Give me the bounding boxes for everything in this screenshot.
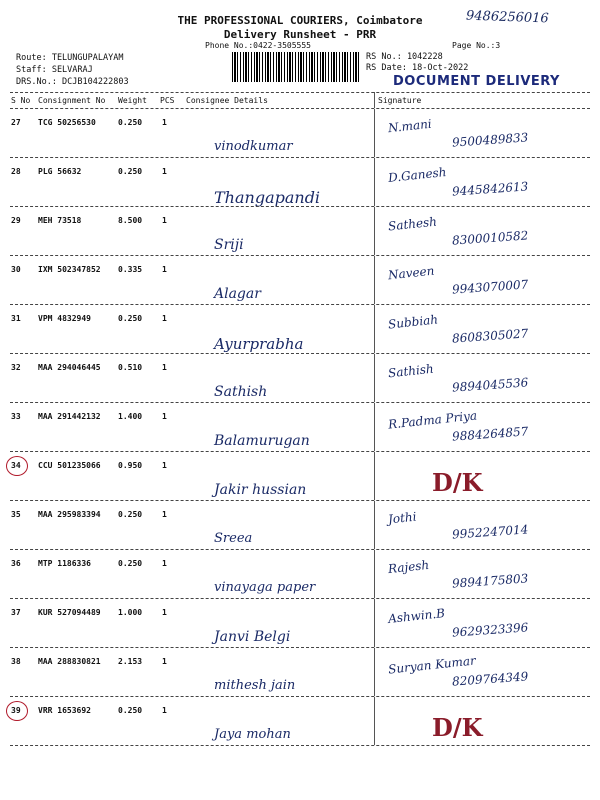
row-signature-phone: 9500489833 — [451, 130, 529, 150]
row-signature: Naveen — [387, 263, 435, 283]
row-pcs: 1 — [162, 314, 167, 323]
rs-number: RS No.: 1042228 — [366, 52, 443, 62]
drs-number: DRS.No.: DCJB104222803 — [16, 77, 129, 87]
row-consignee-name: Jakir hussian — [214, 482, 307, 498]
row-pcs: 1 — [162, 559, 167, 568]
runsheet-title: Delivery Runsheet - PRR — [223, 28, 377, 41]
row-signature-phone: 8209764349 — [451, 669, 529, 689]
signature-col-divider — [374, 697, 375, 745]
row-pcs: 1 — [162, 510, 167, 519]
row-consignment-no: VPM 4832949 — [38, 314, 91, 323]
row-separator — [10, 255, 590, 256]
row-weight: 0.250 — [118, 314, 143, 323]
row-consignment-no: PLG 56632 — [38, 167, 82, 176]
row-consignee-name: Jaya mohan — [214, 727, 291, 742]
row-weight: 1.400 — [118, 412, 143, 421]
row-signature-phone: 9629323396 — [451, 620, 529, 640]
row-consignment-no: MAA 294046445 — [38, 363, 101, 372]
col-pcs: PCS — [160, 96, 175, 105]
row-sno: 31 — [11, 314, 21, 323]
route-label: Route: TELUNGUPALAYAM — [16, 53, 124, 63]
row-signature-phone: 9943070007 — [451, 277, 529, 297]
row-consignment-no: MAA 291442132 — [38, 412, 101, 421]
row-sno: 29 — [11, 216, 21, 225]
row-consignee-name: Ayurprabha — [214, 335, 304, 353]
col-consignee: Consignee Details — [186, 96, 268, 105]
row-signature: Subbiah — [387, 312, 439, 332]
row-sno: 27 — [11, 118, 21, 127]
row-circle-mark — [6, 456, 28, 476]
row-pcs: 1 — [162, 265, 167, 274]
row-sno: 33 — [11, 412, 21, 421]
row-pcs: 1 — [162, 216, 167, 225]
row-separator — [10, 500, 590, 501]
row-signature-phone: 9894045536 — [451, 375, 529, 395]
row-pcs: 1 — [162, 608, 167, 617]
signature-col-divider — [374, 501, 375, 549]
row-consignment-no: VRR 1653692 — [38, 706, 91, 715]
row-signature: Jothi — [387, 509, 418, 527]
company-title: THE PROFESSIONAL COURIERS, Coimbatore — [177, 14, 423, 27]
row-consignee-name: Sreea — [214, 531, 253, 546]
row-consignee-name: vinodkumar — [214, 139, 293, 154]
row-separator — [10, 157, 590, 158]
signature-col-divider — [374, 599, 375, 647]
staff-label: Staff: SELVARAJ — [16, 65, 93, 75]
row-signature-phone: 9894175803 — [451, 571, 529, 591]
header-top-rule — [10, 92, 590, 93]
row-weight: 0.250 — [118, 118, 143, 127]
row-weight: 2.153 — [118, 657, 143, 666]
signature-col-divider — [374, 452, 375, 500]
row-pcs: 1 — [162, 167, 167, 176]
page-number: Page No.:3 — [452, 41, 501, 50]
row-pcs: 1 — [162, 706, 167, 715]
signature-col-divider — [374, 109, 375, 157]
col-weight: Weight — [118, 96, 147, 105]
signature-col-divider — [374, 354, 375, 402]
row-signature: D/K — [432, 468, 483, 497]
row-sno: 28 — [11, 167, 21, 176]
row-weight: 0.510 — [118, 363, 143, 372]
row-sno: 34 — [11, 461, 21, 470]
row-consignee-name: Balamurugan — [214, 433, 310, 449]
row-weight: 0.335 — [118, 265, 143, 274]
row-consignment-no: TCG 50256530 — [38, 118, 96, 127]
row-sno: 37 — [11, 608, 21, 617]
row-signature: Sathesh — [387, 214, 438, 234]
row-signature: Suryan Kumar — [387, 653, 477, 677]
row-sno: 36 — [11, 559, 21, 568]
row-circle-mark — [6, 701, 28, 721]
row-signature: Ashwin.B — [387, 606, 446, 626]
rs-date: RS Date: 18-Oct-2022 — [366, 63, 469, 73]
row-sno: 32 — [11, 363, 21, 372]
row-pcs: 1 — [162, 412, 167, 421]
col-signature: Signature — [378, 96, 422, 105]
row-pcs: 1 — [162, 118, 167, 127]
row-signature: N.mani — [387, 116, 433, 136]
row-signature-phone: 8300010582 — [451, 228, 529, 248]
row-signature: Rajesh — [387, 557, 430, 577]
row-consignee-name: vinayaga paper — [214, 580, 316, 595]
row-signature: R.Padma Priya — [387, 408, 478, 432]
row-weight: 8.500 — [118, 216, 143, 225]
row-consignee-name: mithesh jain — [214, 678, 296, 693]
row-consignment-no: CCU 501235066 — [38, 461, 101, 470]
row-sno: 39 — [11, 706, 21, 715]
row-signature-phone: 9952247014 — [451, 522, 529, 542]
row-sno: 30 — [11, 265, 21, 274]
document-delivery-stamp: DOCUMENT DELIVERY — [393, 74, 560, 89]
signature-col-divider — [374, 403, 375, 451]
row-weight: 0.250 — [118, 167, 143, 176]
row-separator — [10, 696, 590, 697]
signature-col-divider — [374, 207, 375, 255]
row-separator — [10, 647, 590, 648]
signature-col-divider — [374, 648, 375, 696]
row-weight: 0.950 — [118, 461, 143, 470]
row-pcs: 1 — [162, 657, 167, 666]
row-consignee-name: Sriji — [214, 237, 244, 253]
row-separator — [10, 353, 590, 354]
row-consignment-no: IXM 502347852 — [38, 265, 101, 274]
row-signature-phone: 9884264857 — [451, 424, 529, 444]
row-separator — [10, 598, 590, 599]
row-signature: D/K — [432, 713, 483, 742]
row-separator — [10, 402, 590, 403]
row-consignee-name: Alagar — [214, 286, 261, 302]
signature-col-divider — [374, 92, 375, 108]
row-separator — [10, 451, 590, 452]
signature-col-divider — [374, 158, 375, 206]
signature-col-divider — [374, 550, 375, 598]
row-consignment-no: MAA 288830821 — [38, 657, 101, 666]
row-signature-phone: 9445842613 — [451, 179, 529, 199]
col-sno: S No — [11, 96, 31, 105]
signature-col-divider — [374, 256, 375, 304]
header-bottom-rule — [10, 108, 590, 109]
barcode — [232, 52, 360, 82]
row-pcs: 1 — [162, 461, 167, 470]
row-consignment-no: MEH 73518 — [38, 216, 82, 225]
row-signature: Sathish — [387, 361, 435, 381]
row-weight: 0.250 — [118, 510, 143, 519]
row-signature-phone: 8608305027 — [451, 326, 529, 346]
row-separator — [10, 304, 590, 305]
row-separator — [10, 206, 590, 207]
row-separator — [10, 745, 590, 746]
row-sno: 38 — [11, 657, 21, 666]
company-phone: Phone No.:0422-3505555 — [205, 41, 311, 50]
row-consignment-no: MAA 295983394 — [38, 510, 101, 519]
row-consignee-name: Sathish — [214, 384, 268, 400]
handwritten-phone: 9486256016 — [465, 8, 549, 27]
row-consignment-no: MTP 1186336 — [38, 559, 91, 568]
row-pcs: 1 — [162, 363, 167, 372]
row-signature: D.Ganesh — [387, 164, 448, 186]
row-consignment-no: KUR 527094489 — [38, 608, 101, 617]
row-consignee-name: Thangapandi — [214, 188, 321, 207]
row-consignee-name: Janvi Belgi — [214, 629, 291, 645]
row-weight: 0.250 — [118, 706, 143, 715]
row-sno: 35 — [11, 510, 21, 519]
row-separator — [10, 549, 590, 550]
row-weight: 1.000 — [118, 608, 143, 617]
signature-col-divider — [374, 305, 375, 353]
col-consignment: Consignment No — [38, 96, 106, 105]
row-weight: 0.250 — [118, 559, 143, 568]
